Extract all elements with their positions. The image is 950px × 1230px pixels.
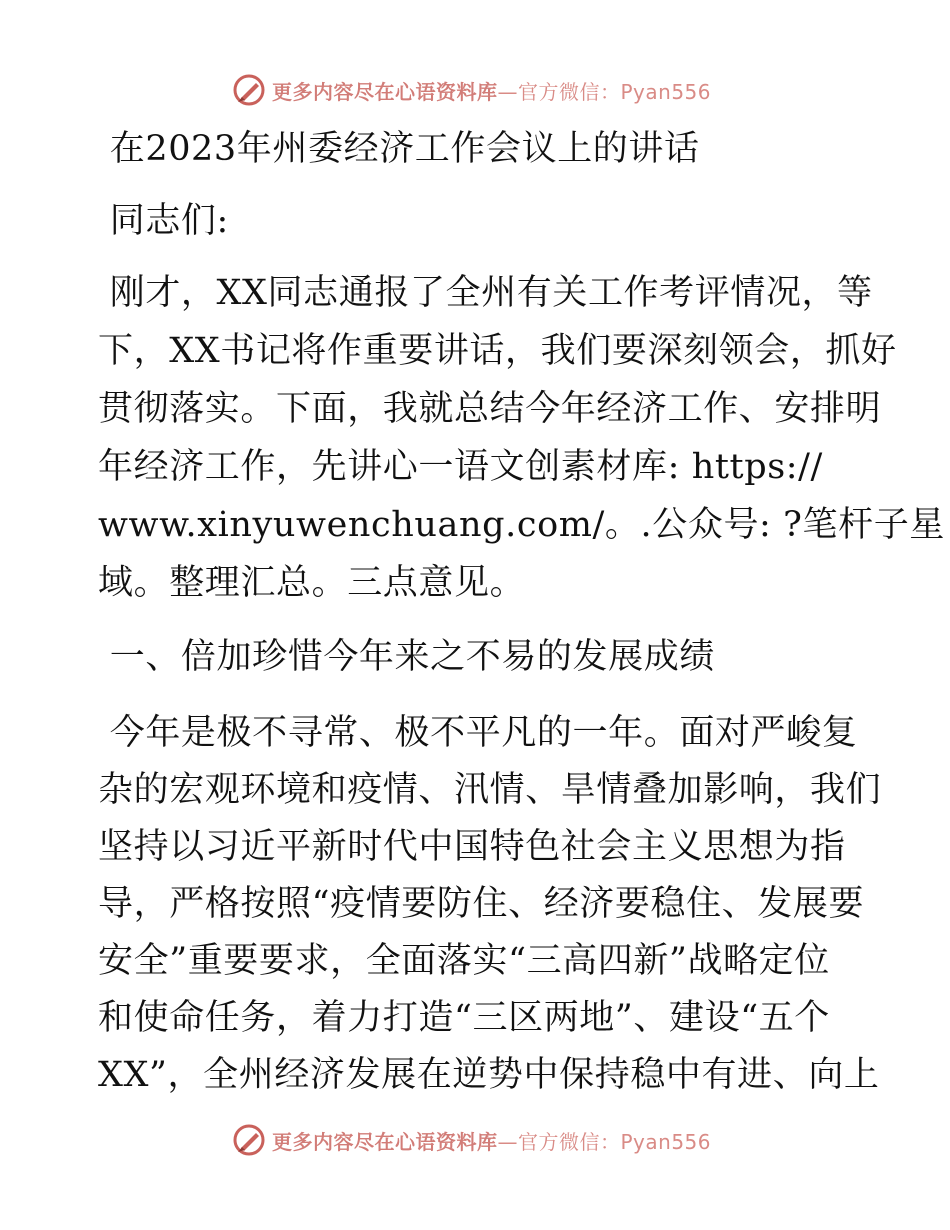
paragraph-line: 年经济工作，先讲心一语文创素材库: https://: [98, 447, 823, 487]
paragraph-line: 域。整理汇总。三点意见。: [98, 563, 526, 603]
paragraph-line: 杂的宏观环境和疫情、汛情、旱情叠加影响，我们: [98, 770, 882, 810]
watermark-banner-bottom: [232, 1122, 752, 1158]
paragraph-line: 安全”重要要求，全面落实“三高四新”战略定位: [98, 941, 830, 981]
pen-logo-icon: [232, 73, 266, 107]
paragraph-line: www.xinyuwenchuang.com/。.公众号: ?笔杆子星: [98, 505, 945, 545]
paragraph-line: 贯彻落实。下面，我就总结今年经济工作、安排明: [98, 389, 882, 429]
paragraph-line: 和使命任务，着力打造“三区两地”、建设“五个: [98, 998, 830, 1038]
paragraph-line: 坚持以习近平新时代中国特色社会主义思想为指: [98, 827, 846, 867]
paragraph-line: 刚才，XX同志通报了全州有关工作考评情况，等: [98, 273, 873, 313]
paragraph-line: 下，XX书记将作重要讲话，我们要深刻领会，抓好: [98, 331, 897, 371]
pen-logo-icon: [232, 1123, 266, 1157]
document-title: 在2023年州委经济工作会议上的讲话: [98, 129, 700, 169]
watermark-text: 更多内容尽在心语资料库—官方微信：Pyan556: [272, 79, 712, 104]
paragraph-line: XX”，全州经济发展在逆势中保持稳中有进、向上: [98, 1055, 880, 1095]
section-heading: 一、倍加珍惜今年来之不易的发展成绩: [98, 637, 715, 677]
watermark-banner-top: [232, 72, 752, 108]
salutation: 同志们:: [98, 201, 229, 241]
paragraph-line: 导，严格按照“疫情要防住、经济要稳住、发展要: [98, 884, 865, 924]
watermark-text: 更多内容尽在心语资料库—官方微信：Pyan556: [272, 1129, 712, 1154]
paragraph-line: 今年是极不寻常、极不平凡的一年。面对严峻复: [98, 713, 858, 753]
